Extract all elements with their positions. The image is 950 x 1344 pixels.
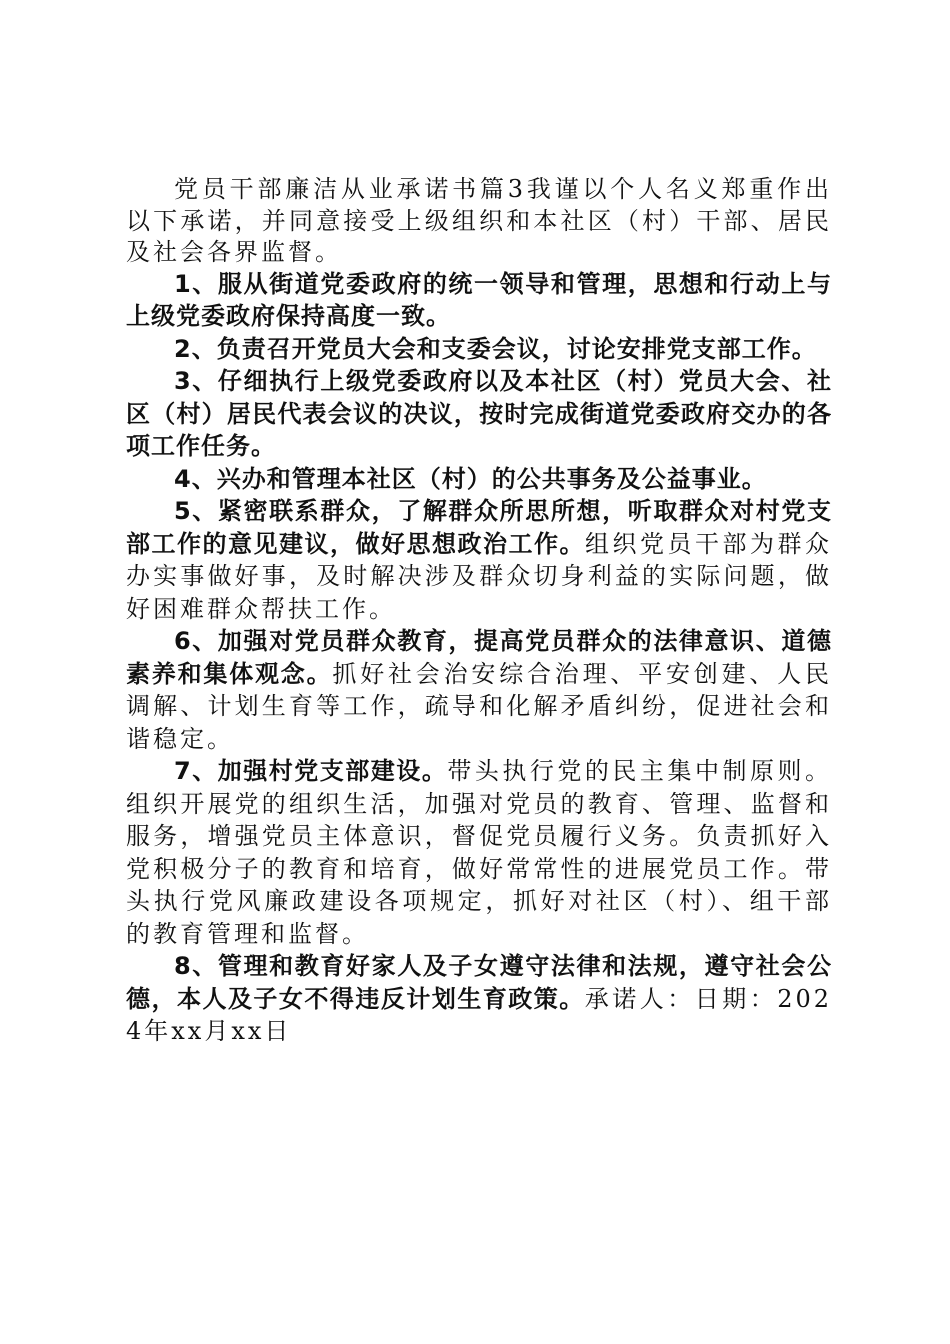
document-page — [126, 174, 832, 1049]
item-2-bold-text: 2、负责召开党员大会和支委会议，讨论安排党支部工作。 — [174, 334, 817, 363]
item-8-bold-text: 8、管理和教育好家人及子女遵守法律和法规，遵守社会公德，本人及子女不得违反计划生育政策。 — [126, 952, 832, 1013]
item-5-bold-text: 5、紧密联系群众，了解群众所思所想，听取群众对村党支部工作的意见建议，做好思想政治工作。 — [126, 497, 832, 558]
item-3-bold-text: 3、仔细执行上级党委政府以及本社区（村）党员大会、社区（村）居民代表会议的决议，按时完成街道党委政府交办的各项工作任务。 — [126, 367, 832, 460]
item-4-bold-text: 4、兴办和管理本社区（村）的公共事务及公益事业。 — [174, 464, 767, 493]
item-paragraph-4 — [126, 464, 832, 497]
item-paragraph-5 — [126, 496, 832, 626]
item-paragraph-2 — [126, 334, 832, 367]
item-1-bold-text: 1、服从街道党委政府的统一领导和管理，思想和行动上与上级党委政府保持高度一致。 — [126, 269, 832, 330]
intro-paragraph: 党员干部廉洁从业承诺书篇3我谨以个人名义郑重作出以下承诺，并同意接受上级组织和本社区（村）干部、居民及社会各界监督。 — [126, 175, 832, 266]
item-6-bold-text: 6、加强对党员群众教育，提高党员群众的法律意识、道德素养和集体观念。 — [126, 627, 832, 688]
item-paragraph-8 — [126, 951, 832, 1049]
item-7-bold-text: 7、加强村党支部建设。 — [174, 757, 448, 785]
signature-date-text: 承诺人：日期：2024年xx月xx日 — [126, 984, 833, 1045]
item-7-normal-text: 带头执行党的民主集中制原则。组织开展党的组织生活，加强对党员的教育、管理、监督和服务，增强党员主体意识，督促党员履行义务。负责抓好入党积极分子的教育和培育，做好常常性的进展党员工作。带头执行党风廉政建设各项规定，抓好对社区（村）、组干部的教育管理和监督。 — [126, 757, 833, 948]
item-paragraph-7 — [126, 756, 832, 951]
item-paragraph-1 — [126, 269, 832, 334]
item-paragraph-3 — [126, 366, 832, 464]
item-6-normal-text: 抓好社会治安综合治理、平安创建、人民调解、计划生育等工作，疏导和化解矛盾纠纷，促进社会和谐稳定。 — [126, 659, 833, 753]
item-5-normal-text: 组织党员干部为群众办实事做好事，及时解决涉及群众切身利益的实际问题，做好困难群众帮扶工作。 — [126, 529, 832, 623]
item-paragraph-6 — [126, 626, 832, 756]
